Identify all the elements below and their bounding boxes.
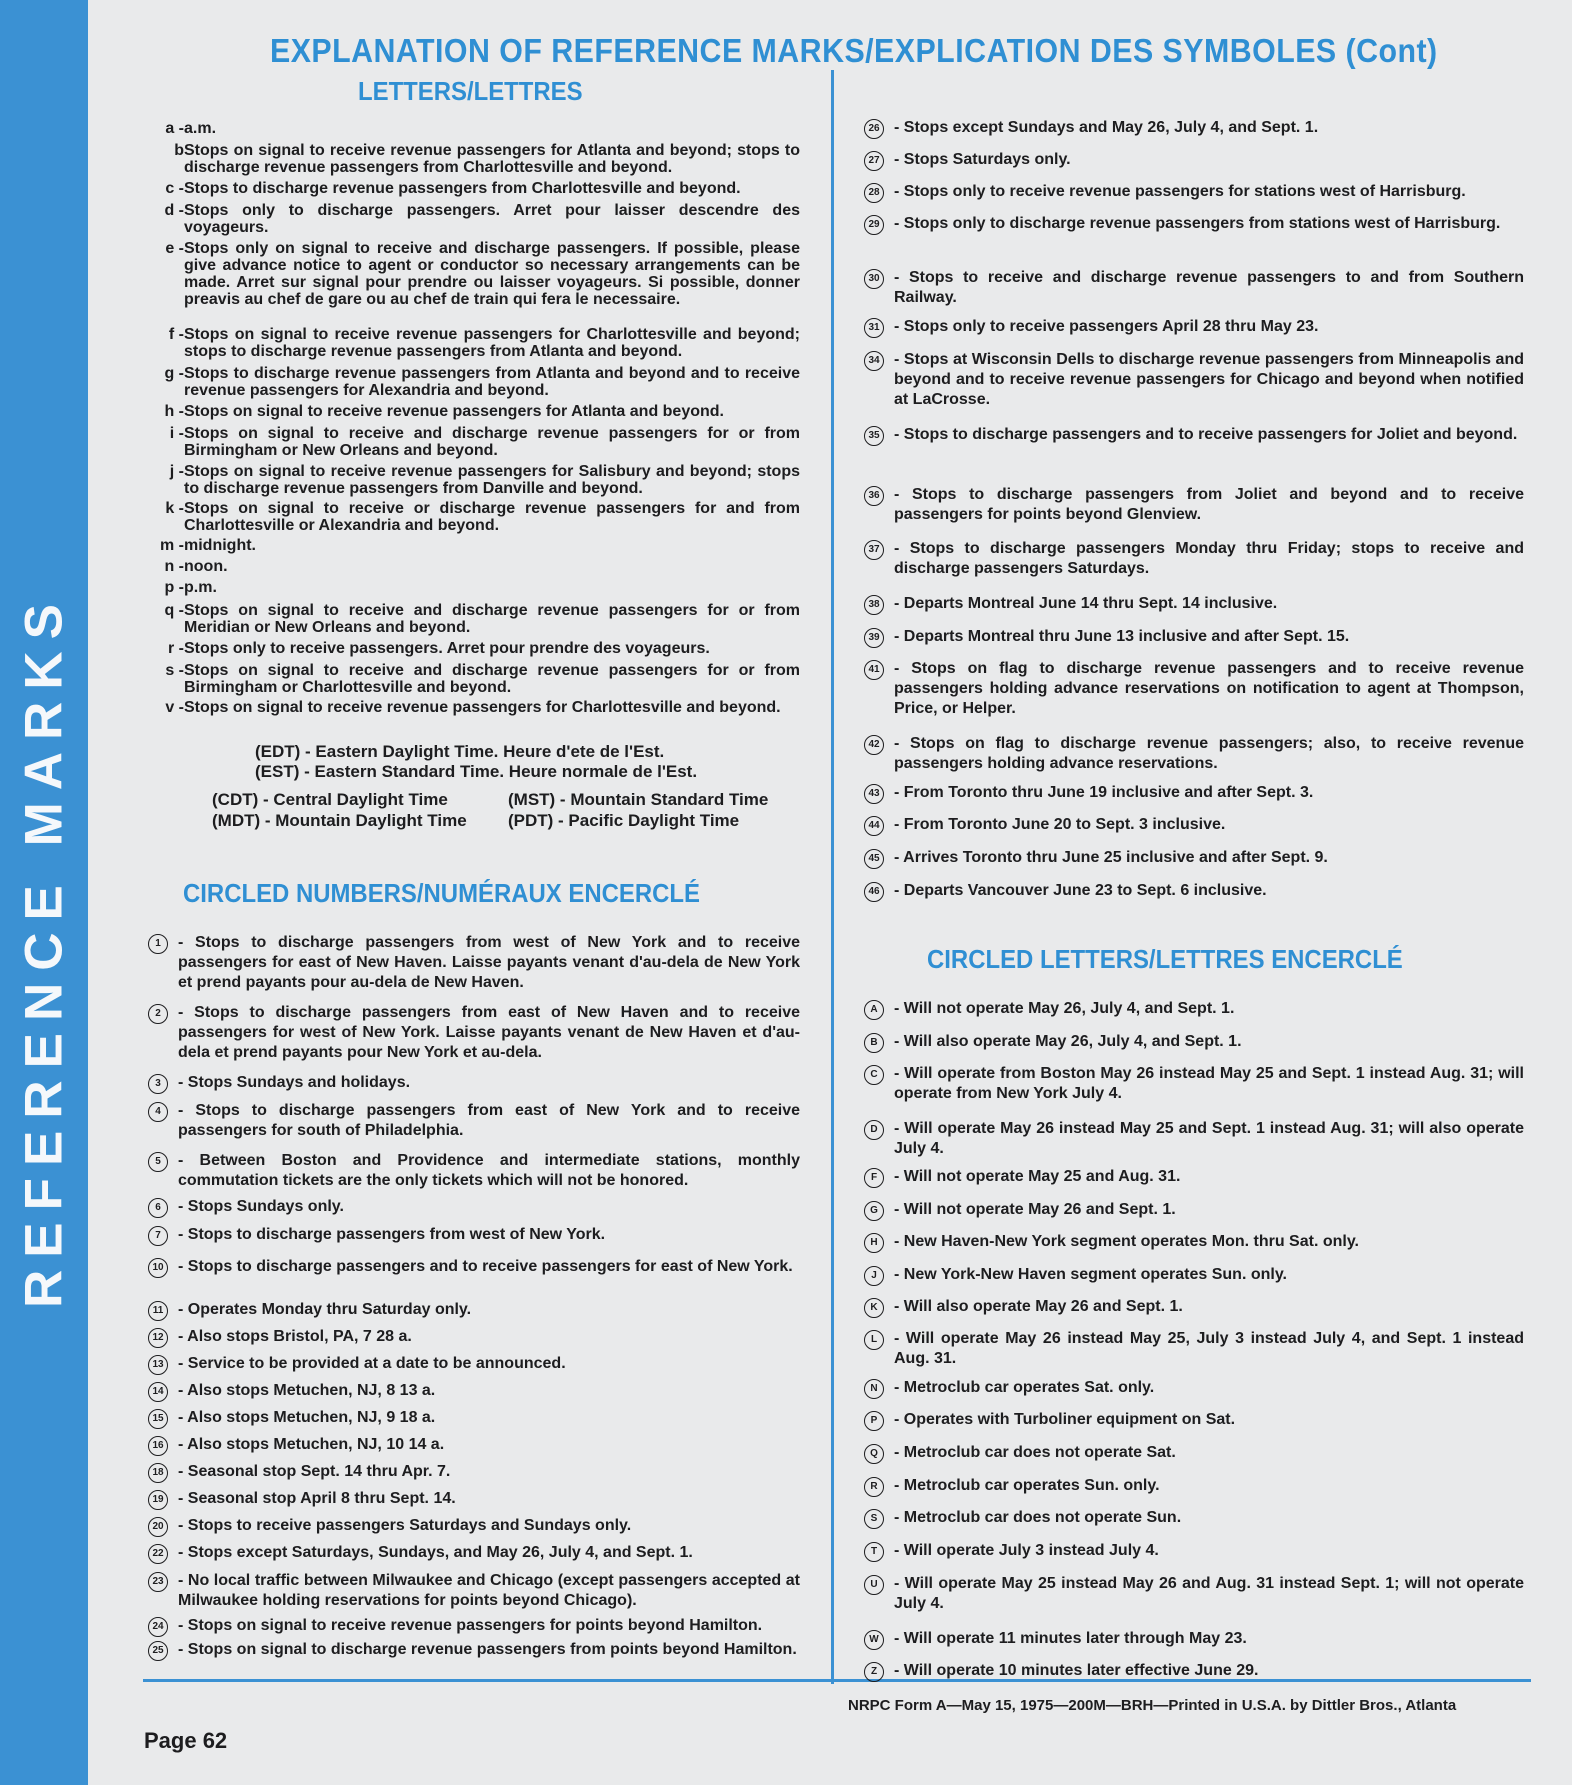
list-item: 15 - Also stops Metuchen, NJ, 9 18 a. bbox=[148, 1408, 800, 1428]
circled-mark: 44 bbox=[864, 816, 884, 836]
circled-numbers-heading: CIRCLED NUMBERS/NUMÉRAUX ENCERCLÉ bbox=[183, 878, 700, 908]
list-item: 38 - Departs Montreal June 14 thru Sept. 14 inclusive. bbox=[864, 594, 1524, 614]
list-item: 12 - Also stops Bristol, PA, 7 28 a. bbox=[148, 1327, 800, 1347]
circled-mark: 26 bbox=[864, 119, 884, 139]
circled-mark: K bbox=[864, 1298, 884, 1318]
circled-mark: 5 bbox=[148, 1152, 168, 1172]
list-item: 26 - Stops except Sundays and May 26, July 4, and Sept. 1. bbox=[864, 118, 1524, 138]
list-item: 30 - Stops to receive and discharge revenue passengers to and from Southern Railway. bbox=[864, 268, 1524, 308]
circled-mark: 10 bbox=[148, 1258, 168, 1278]
list-item: Q - Metroclub car does not operate Sat. bbox=[864, 1443, 1524, 1463]
circled-mark: F bbox=[864, 1168, 884, 1188]
circled-mark: W bbox=[864, 1630, 884, 1650]
list-item: s - Stops on signal to receive and discharge revenue passengers for or from Birmingham or Charlottesville and beyond. bbox=[165, 662, 800, 696]
list-item: 18 - Seasonal stop Sept. 14 thru Apr. 7. bbox=[148, 1462, 800, 1482]
list-item: 28 - Stops only to receive revenue passengers for stations west of Harrisburg. bbox=[864, 182, 1524, 202]
circled-mark: 22 bbox=[148, 1544, 168, 1564]
list-item: 43 - From Toronto thru June 19 inclusive and after Sept. 3. bbox=[864, 783, 1524, 803]
circled-mark: 3 bbox=[148, 1074, 168, 1094]
list-item: 11 - Operates Monday thru Saturday only. bbox=[148, 1300, 800, 1320]
list-item: 6 - Stops Sundays only. bbox=[148, 1197, 800, 1217]
circled-mark: 29 bbox=[864, 215, 884, 235]
tz-cdt: (CDT) - Central Daylight Time bbox=[212, 790, 448, 809]
circled-mark: 13 bbox=[148, 1355, 168, 1375]
circled-mark: 4 bbox=[148, 1102, 168, 1122]
circled-mark: S bbox=[864, 1509, 884, 1529]
tz-est: (EST) - Eastern Standard Time. Heure normale de l'Est. bbox=[255, 762, 698, 781]
list-item: 16 - Also stops Metuchen, NJ, 10 14 a. bbox=[148, 1435, 800, 1455]
list-item: 23 - No local traffic between Milwaukee and Chicago (except passengers accepted at Milwaukee holding reservations for points beyond Chicago). bbox=[148, 1571, 800, 1611]
list-item: C - Will operate from Boston May 26 instead May 25 and Sept. 1 instead Aug. 31; will operate from New York July 4. bbox=[864, 1064, 1524, 1104]
list-item: f - Stops on signal to receive revenue passengers for Charlottesville and beyond; stops to discharge revenue passengers from Atlanta and beyond. bbox=[168, 326, 800, 360]
circled-mark: G bbox=[864, 1201, 884, 1221]
circled-mark: 30 bbox=[864, 269, 884, 289]
list-item: T - Will operate July 3 instead July 4. bbox=[864, 1541, 1524, 1561]
list-item: 45 - Arrives Toronto thru June 25 inclusive and after Sept. 9. bbox=[864, 848, 1524, 868]
circled-mark: 36 bbox=[864, 486, 884, 506]
list-item: 14 - Also stops Metuchen, NJ, 8 13 a. bbox=[148, 1381, 800, 1401]
list-item: 5 - Between Boston and Providence and intermediate stations, monthly commutation tickets are the only tickets which will not be honored. bbox=[148, 1151, 800, 1191]
list-item: J - New York-New Haven segment operates Sun. only. bbox=[864, 1265, 1524, 1285]
circled-mark: 14 bbox=[148, 1382, 168, 1402]
list-item: a - a.m. bbox=[165, 120, 217, 137]
circled-mark: 19 bbox=[148, 1490, 168, 1510]
circled-mark: T bbox=[864, 1542, 884, 1562]
list-item: 1 - Stops to discharge passengers from west of New York and to receive passengers for east of New Haven. Laisse payants venant d'au-dela de New York et prend payants pour au-dela de New Haven. bbox=[148, 933, 800, 993]
list-item: 27 - Stops Saturdays only. bbox=[864, 150, 1524, 170]
letters-heading: LETTERS/LETTRES bbox=[358, 76, 583, 106]
list-item: c - Stops to discharge revenue passengers from Charlottesville and beyond. bbox=[165, 180, 741, 197]
list-item: k - Stops on signal to receive or discharge revenue passengers for and from Charlottesville or Alexandria and beyond. bbox=[165, 500, 800, 534]
list-item: 36 - Stops to discharge passengers from Joliet and beyond and to receive passengers for points beyond Glenview. bbox=[864, 485, 1524, 525]
circled-mark: 11 bbox=[148, 1301, 168, 1321]
circled-mark: 28 bbox=[864, 183, 884, 203]
circled-mark: 27 bbox=[864, 151, 884, 171]
circled-mark: 37 bbox=[864, 540, 884, 560]
list-item: p - p.m. bbox=[164, 579, 217, 596]
list-item: B - Will also operate May 26, July 4, and Sept. 1. bbox=[864, 1032, 1524, 1052]
list-item: H - New Haven-New York segment operates Mon. thru Sat. only. bbox=[864, 1232, 1524, 1252]
circled-mark: 1 bbox=[148, 934, 168, 954]
circled-mark: B bbox=[864, 1033, 884, 1053]
form-line: NRPC Form A—May 15, 1975—200M—BRH—Printed in U.S.A. by Dittler Bros., Atlanta bbox=[848, 1697, 1457, 1714]
list-item: 34 - Stops at Wisconsin Dells to discharge revenue passengers from Minneapolis and beyond and to receive revenue passengers for Chicago and beyond when notified at LaCrosse. bbox=[864, 350, 1524, 410]
circled-mark: 42 bbox=[864, 735, 884, 755]
list-item: A - Will not operate May 26, July 4, and Sept. 1. bbox=[864, 999, 1524, 1019]
circled-mark: 31 bbox=[864, 318, 884, 338]
circled-mark: 6 bbox=[148, 1198, 168, 1218]
circled-mark: 18 bbox=[148, 1463, 168, 1483]
list-item: 19 - Seasonal stop April 8 thru Sept. 14. bbox=[148, 1489, 800, 1509]
tz-mst: (MST) - Mountain Standard Time bbox=[508, 790, 769, 809]
circled-mark: D bbox=[864, 1120, 884, 1140]
side-title: REFERENCE MARKS bbox=[14, 592, 74, 1308]
list-item: 24 - Stops on signal to receive revenue passengers for points beyond Hamilton. bbox=[148, 1616, 800, 1636]
page-number: Page 62 bbox=[144, 1728, 228, 1753]
list-item: U - Will operate May 25 instead May 26 and Aug. 31 instead Sept. 1; will not operate July 4. bbox=[864, 1574, 1524, 1614]
circled-mark: C bbox=[864, 1065, 884, 1085]
circled-mark: H bbox=[864, 1233, 884, 1253]
list-item: 2 - Stops to discharge passengers from east of New Haven and to receive passengers for west of New York. Laisse payants venant de New Haven et d'au-dela et prend payants pour New York et au-dela. bbox=[148, 1003, 800, 1063]
list-item: b Stops on signal to receive revenue passengers for Atlanta and beyond; stops to discharge revenue passengers from Charlottesville and beyond. bbox=[174, 142, 800, 176]
list-item: q - Stops on signal to receive and discharge revenue passengers for or from Meridian or New Orleans and beyond. bbox=[164, 602, 800, 636]
list-item: Z - Will operate 10 minutes later effective June 29. bbox=[864, 1661, 1524, 1681]
list-item: 10 - Stops to discharge passengers and to receive passengers for east of New York. bbox=[148, 1257, 800, 1277]
list-item: 29 - Stops only to discharge revenue passengers from stations west of Harrisburg. bbox=[864, 214, 1524, 234]
circled-mark: U bbox=[864, 1575, 884, 1595]
list-item: 42 - Stops on flag to discharge revenue passengers; also, to receive revenue passengers holding advance reservations. bbox=[864, 734, 1524, 774]
circled-mark: P bbox=[864, 1411, 884, 1431]
list-item: 22 - Stops except Saturdays, Sundays, and May 26, July 4, and Sept. 1. bbox=[148, 1543, 800, 1563]
circled-mark: 24 bbox=[148, 1617, 168, 1637]
list-item: n - noon. bbox=[164, 558, 228, 575]
circled-mark: 12 bbox=[148, 1328, 168, 1348]
list-item: 39 - Departs Montreal thru June 13 inclusive and after Sept. 15. bbox=[864, 627, 1524, 647]
list-item: r - Stops only to receive passengers. Arret pour prendre des voyageurs. bbox=[168, 640, 710, 657]
circled-mark: N bbox=[864, 1379, 884, 1399]
list-item: d - Stops only to discharge passengers. Arret pour laisser descendre des voyageurs. bbox=[164, 202, 800, 236]
list-item: N - Metroclub car operates Sat. only. bbox=[864, 1378, 1524, 1398]
list-item: G - Will not operate May 26 and Sept. 1. bbox=[864, 1200, 1524, 1220]
circled-mark: 39 bbox=[864, 628, 884, 648]
circled-mark: 16 bbox=[148, 1436, 168, 1456]
circled-mark: 20 bbox=[148, 1517, 168, 1537]
circled-mark: 34 bbox=[864, 351, 884, 371]
list-item: 7 - Stops to discharge passengers from west of New York. bbox=[148, 1225, 800, 1245]
list-item: 4 - Stops to discharge passengers from east of New York and to receive passengers for south of Philadelphia. bbox=[148, 1101, 800, 1141]
circled-letters-heading: CIRCLED LETTERS/LETTRES ENCERCLÉ bbox=[927, 944, 1403, 974]
list-item: S - Metroclub car does not operate Sun. bbox=[864, 1508, 1524, 1528]
tz-edt: (EDT) - Eastern Daylight Time. Heure d'ete de l'Est. bbox=[255, 742, 665, 761]
circled-mark: L bbox=[864, 1330, 884, 1350]
circled-mark: J bbox=[864, 1266, 884, 1286]
circled-mark: 7 bbox=[148, 1226, 168, 1246]
list-item: L - Will operate May 26 instead May 25, July 3 instead July 4, and Sept. 1 instead Aug. 31. bbox=[864, 1329, 1524, 1369]
list-item: W - Will operate 11 minutes later through May 23. bbox=[864, 1629, 1524, 1649]
circled-mark: 25 bbox=[148, 1641, 168, 1661]
list-item: 31 - Stops only to receive passengers April 28 thru May 23. bbox=[864, 317, 1524, 337]
list-item: 46 - Departs Vancouver June 23 to Sept. 6 inclusive. bbox=[864, 881, 1524, 901]
list-item: 41 - Stops on flag to discharge revenue passengers and to receive revenue passengers holding advance reservations on notification to agent at Thompson, Price, or Helper. bbox=[864, 659, 1524, 719]
list-item: 44 - From Toronto June 20 to Sept. 3 inclusive. bbox=[864, 815, 1524, 835]
circled-mark: 35 bbox=[864, 426, 884, 446]
page-title: EXPLANATION OF REFERENCE MARKS/EXPLICATION DES SYMBOLES (Cont) bbox=[270, 32, 1438, 69]
list-item: F - Will not operate May 25 and Aug. 31. bbox=[864, 1167, 1524, 1187]
list-item: K - Will also operate May 26 and Sept. 1. bbox=[864, 1297, 1524, 1317]
column-divider bbox=[831, 70, 834, 1684]
list-item: j - Stops on signal to receive revenue passengers for Salisbury and beyond; stops to discharge revenue passengers from Danville and beyond. bbox=[169, 463, 800, 497]
circled-mark: 38 bbox=[864, 595, 884, 615]
circled-mark: 23 bbox=[148, 1572, 168, 1592]
list-item: D - Will operate May 26 instead May 25 and Sept. 1 instead Aug. 31; will also operate July 4. bbox=[864, 1119, 1524, 1159]
list-item: 13 - Service to be provided at a date to be announced. bbox=[148, 1354, 800, 1374]
circled-mark: 15 bbox=[148, 1409, 168, 1429]
list-item: R - Metroclub car operates Sun. only. bbox=[864, 1476, 1524, 1496]
circled-mark: 46 bbox=[864, 882, 884, 902]
list-item: m - midnight. bbox=[160, 537, 256, 554]
circled-mark: Q bbox=[864, 1444, 884, 1464]
tz-pdt: (PDT) - Pacific Daylight Time bbox=[508, 811, 740, 830]
circled-mark: Z bbox=[864, 1662, 884, 1682]
list-item: e - Stops only on signal to receive and discharge passengers. If possible, please give advance notice to agent or conductor so necessary arrangements can be made. Arret sur signal pour prendre ou laisser voyageurs. Si possible, donner preavis au chef de gare ou au chef de train qui fera le necessaire. bbox=[165, 240, 800, 308]
list-item: 25 - Stops on signal to discharge revenue passengers from points beyond Hamilton. bbox=[148, 1640, 800, 1660]
circled-mark: 2 bbox=[148, 1004, 168, 1024]
circled-mark: R bbox=[864, 1477, 884, 1497]
circled-mark: A bbox=[864, 1000, 884, 1020]
list-item: 3 - Stops Sundays and holidays. bbox=[148, 1073, 800, 1093]
list-item: 37 - Stops to discharge passengers Monday thru Friday; stops to receive and discharge passengers Saturdays. bbox=[864, 539, 1524, 579]
circled-mark: 45 bbox=[864, 849, 884, 869]
list-item: P - Operates with Turboliner equipment on Sat. bbox=[864, 1410, 1524, 1430]
list-item: h - Stops on signal to receive revenue passengers for Atlanta and beyond. bbox=[164, 403, 724, 420]
list-item: v - Stops on signal to receive revenue passengers for Charlottesville and beyond. bbox=[165, 699, 781, 716]
list-item: 35 - Stops to discharge passengers and to receive passengers for Joliet and beyond. bbox=[864, 425, 1524, 445]
side-band bbox=[0, 0, 88, 1785]
list-item: g - Stops to discharge revenue passengers from Atlanta and beyond and to receive revenue passengers for Alexandria and beyond. bbox=[164, 365, 800, 399]
list-item: i - Stops on signal to receive and discharge revenue passengers for or from Birmingham or New Orleans and beyond. bbox=[169, 425, 800, 459]
circled-mark: 43 bbox=[864, 784, 884, 804]
tz-mdt: (MDT) - Mountain Daylight Time bbox=[212, 811, 467, 830]
list-item: 20 - Stops to receive passengers Saturdays and Sundays only. bbox=[148, 1516, 800, 1536]
circled-mark: 41 bbox=[864, 660, 884, 680]
